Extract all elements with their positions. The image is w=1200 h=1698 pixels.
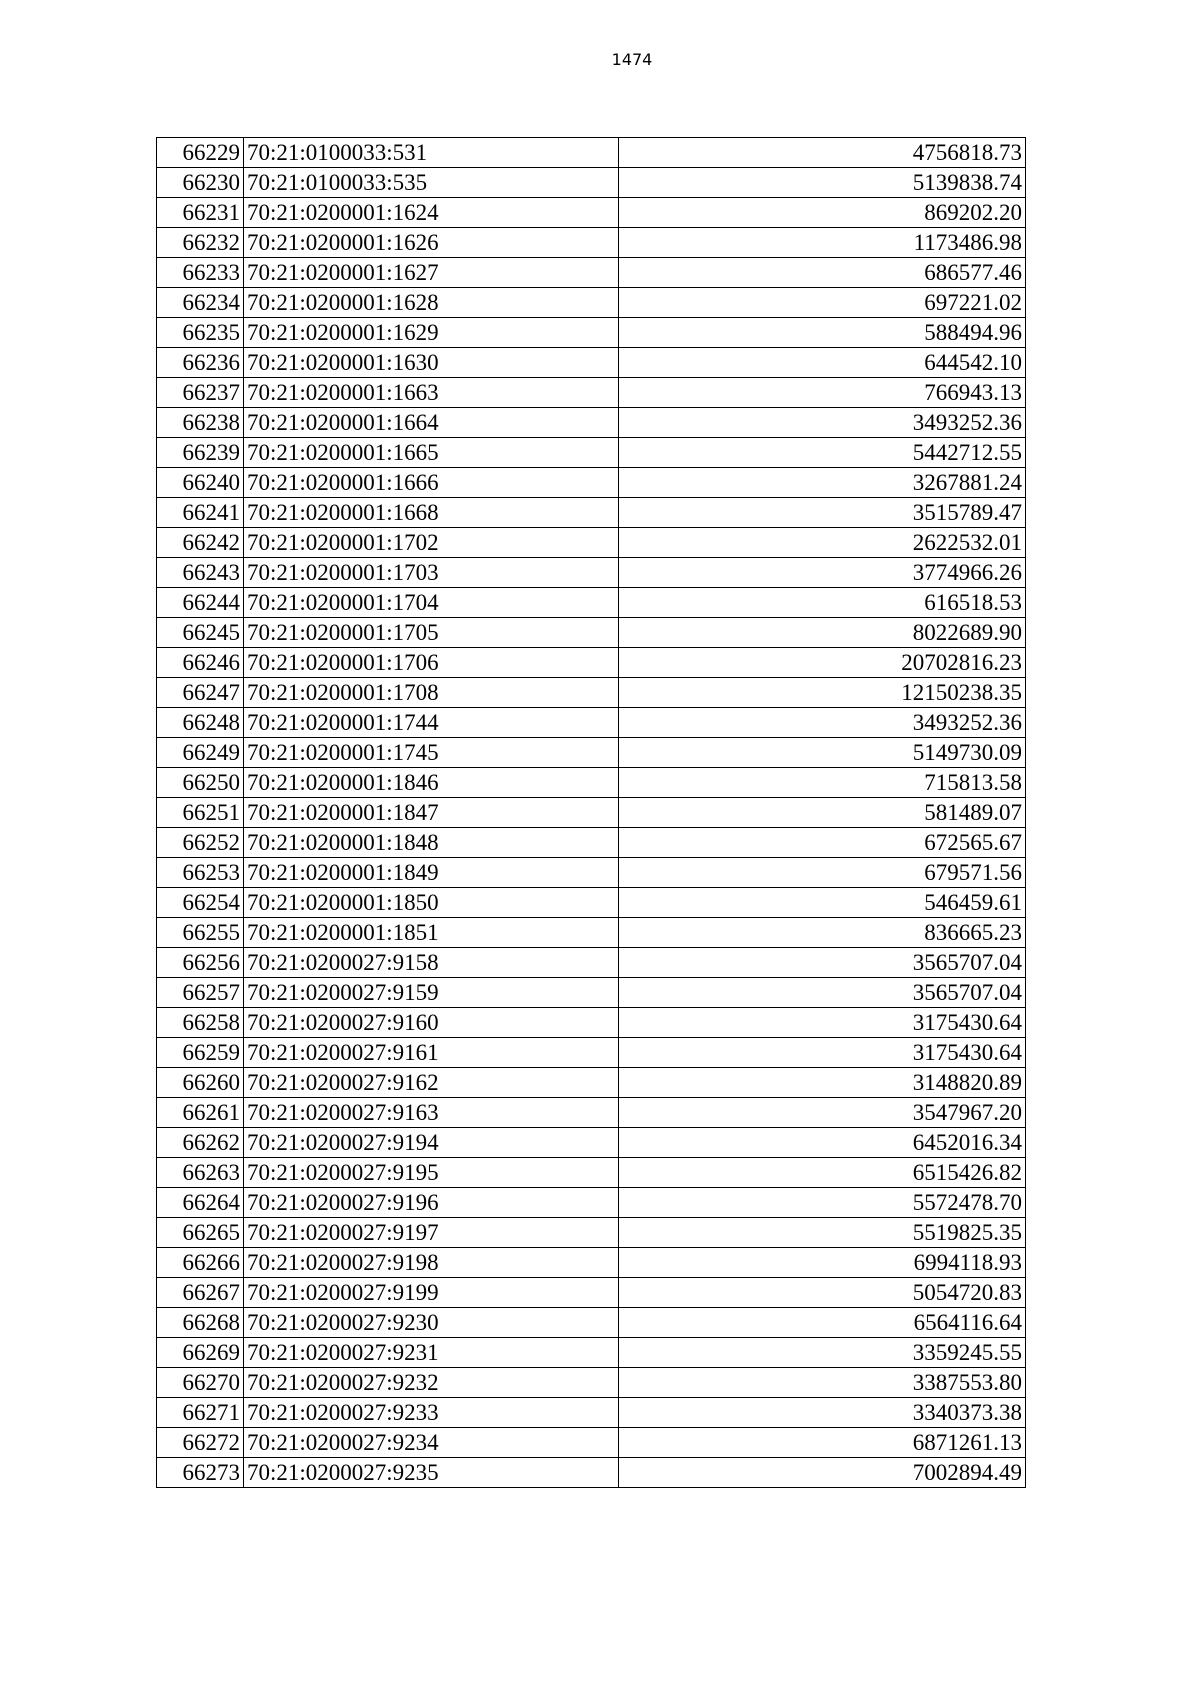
table-row	[157, 978, 1026, 1008]
cadastral-value: 8022689.90	[619, 618, 1026, 648]
cadastral-value: 3565707.04	[619, 978, 1026, 1008]
cadastral-value: 672565.67	[619, 828, 1026, 858]
cadastral-value: 3547967.20	[619, 1098, 1026, 1128]
table-row	[157, 858, 1026, 888]
table-row	[157, 1368, 1026, 1398]
cadastral-value: 686577.46	[619, 258, 1026, 288]
cadastral-number: 70:21:0200001:1628	[244, 288, 619, 318]
cadastral-value: 836665.23	[619, 918, 1026, 948]
cadastral-value: 5519825.35	[619, 1218, 1026, 1248]
cadastral-value: 697221.02	[619, 288, 1026, 318]
cadastral-number: 70:21:0200027:9161	[244, 1038, 619, 1068]
row-number: 66263	[157, 1158, 244, 1188]
cadastral-number: 70:21:0200001:1666	[244, 468, 619, 498]
row-number: 66233	[157, 258, 244, 288]
row-number: 66248	[157, 708, 244, 738]
table-row	[157, 258, 1026, 288]
cadastral-value: 6564116.64	[619, 1308, 1026, 1338]
cadastral-number: 70:21:0200001:1745	[244, 738, 619, 768]
row-number: 66268	[157, 1308, 244, 1338]
table-row	[157, 498, 1026, 528]
table-row	[157, 408, 1026, 438]
cadastral-number: 70:21:0200027:9159	[244, 978, 619, 1008]
cadastral-number: 70:21:0200027:9230	[244, 1308, 619, 1338]
table-row	[157, 1308, 1026, 1338]
row-number: 66262	[157, 1128, 244, 1158]
cadastral-number: 70:21:0200027:9162	[244, 1068, 619, 1098]
table-row	[157, 768, 1026, 798]
row-number: 66235	[157, 318, 244, 348]
row-number: 66254	[157, 888, 244, 918]
table-row	[157, 228, 1026, 258]
cadastral-number: 70:21:0200001:1665	[244, 438, 619, 468]
table-row	[157, 288, 1026, 318]
cadastral-value: 6515426.82	[619, 1158, 1026, 1188]
cadastral-number: 70:21:0200027:9232	[244, 1368, 619, 1398]
row-number: 66259	[157, 1038, 244, 1068]
table-row	[157, 798, 1026, 828]
row-number: 66273	[157, 1458, 244, 1488]
row-number: 66264	[157, 1188, 244, 1218]
cadastral-number: 70:21:0200001:1706	[244, 648, 619, 678]
cadastral-number: 70:21:0200001:1847	[244, 798, 619, 828]
cadastral-number: 70:21:0200001:1629	[244, 318, 619, 348]
row-number: 66242	[157, 528, 244, 558]
row-number: 66238	[157, 408, 244, 438]
cadastral-value: 3387553.80	[619, 1368, 1026, 1398]
cadastral-number: 70:21:0200001:1848	[244, 828, 619, 858]
table-row	[157, 738, 1026, 768]
row-number: 66260	[157, 1068, 244, 1098]
table-row	[157, 1458, 1026, 1488]
cadastral-value: 616518.53	[619, 588, 1026, 618]
table-row	[157, 828, 1026, 858]
cadastral-value: 3493252.36	[619, 708, 1026, 738]
table-row	[157, 438, 1026, 468]
cadastral-number: 70:21:0200001:1626	[244, 228, 619, 258]
cadastral-value: 588494.96	[619, 318, 1026, 348]
cadastral-value: 12150238.35	[619, 678, 1026, 708]
cadastral-number: 70:21:0200001:1705	[244, 618, 619, 648]
row-number: 66236	[157, 348, 244, 378]
cadastral-number: 70:21:0200001:1624	[244, 198, 619, 228]
page-number: 1474	[611, 50, 653, 69]
cadastral-value: 1173486.98	[619, 228, 1026, 258]
cadastral-value: 5572478.70	[619, 1188, 1026, 1218]
row-number: 66247	[157, 678, 244, 708]
table-row	[157, 888, 1026, 918]
row-number: 66241	[157, 498, 244, 528]
cadastral-number: 70:21:0200001:1702	[244, 528, 619, 558]
cadastral-number: 70:21:0200027:9234	[244, 1428, 619, 1458]
cadastral-number: 70:21:0200027:9160	[244, 1008, 619, 1038]
cadastral-number: 70:21:0200001:1846	[244, 768, 619, 798]
table-row	[157, 528, 1026, 558]
cadastral-number: 70:21:0200001:1850	[244, 888, 619, 918]
row-number: 66257	[157, 978, 244, 1008]
cadastral-number: 70:21:0200027:9163	[244, 1098, 619, 1128]
cadastral-value: 766943.13	[619, 378, 1026, 408]
table-row	[157, 678, 1026, 708]
row-number: 66261	[157, 1098, 244, 1128]
cadastral-value: 644542.10	[619, 348, 1026, 378]
cadastral-number: 70:21:0200001:1849	[244, 858, 619, 888]
table-row	[157, 558, 1026, 588]
cadastral-value: 3359245.55	[619, 1338, 1026, 1368]
row-number: 66229	[157, 138, 244, 168]
cadastral-value: 715813.58	[619, 768, 1026, 798]
row-number: 66244	[157, 588, 244, 618]
row-number: 66252	[157, 828, 244, 858]
table-row	[157, 1248, 1026, 1278]
cadastral-value: 6871261.13	[619, 1428, 1026, 1458]
cadastral-value: 3774966.26	[619, 558, 1026, 588]
cadastral-number: 70:21:0200001:1703	[244, 558, 619, 588]
cadastral-value: 6994118.93	[619, 1248, 1026, 1278]
row-number: 66253	[157, 858, 244, 888]
table-row	[157, 1008, 1026, 1038]
row-number: 66266	[157, 1248, 244, 1278]
row-number: 66272	[157, 1428, 244, 1458]
table-row	[157, 318, 1026, 348]
cadastral-number: 70:21:0200027:9196	[244, 1188, 619, 1218]
table-row	[157, 348, 1026, 378]
cadastral-value: 869202.20	[619, 198, 1026, 228]
cadastral-number: 70:21:0100033:535	[244, 168, 619, 198]
row-number: 66231	[157, 198, 244, 228]
cadastral-value: 3565707.04	[619, 948, 1026, 978]
row-number: 66256	[157, 948, 244, 978]
table-row	[157, 1128, 1026, 1158]
table-row	[157, 618, 1026, 648]
cadastral-value: 2622532.01	[619, 528, 1026, 558]
row-number: 66271	[157, 1398, 244, 1428]
table-row	[157, 1218, 1026, 1248]
cadastral-number: 70:21:0200001:1668	[244, 498, 619, 528]
cadastral-value: 3267881.24	[619, 468, 1026, 498]
table-row	[157, 168, 1026, 198]
cadastral-number: 70:21:0100033:531	[244, 138, 619, 168]
cadastral-value: 7002894.49	[619, 1458, 1026, 1488]
row-number: 66269	[157, 1338, 244, 1368]
cadastral-number: 70:21:0200001:1663	[244, 378, 619, 408]
row-number: 66265	[157, 1218, 244, 1248]
table-row	[157, 198, 1026, 228]
table-body	[157, 138, 1026, 1488]
row-number: 66243	[157, 558, 244, 588]
cadastral-value: 581489.07	[619, 798, 1026, 828]
table-row	[157, 138, 1026, 168]
cadastral-value: 4756818.73	[619, 138, 1026, 168]
cadastral-number: 70:21:0200027:9235	[244, 1458, 619, 1488]
table-row	[157, 708, 1026, 738]
cadastral-value: 3340373.38	[619, 1398, 1026, 1428]
cadastral-value: 546459.61	[619, 888, 1026, 918]
cadastral-number: 70:21:0200001:1744	[244, 708, 619, 738]
table-row	[157, 1038, 1026, 1068]
row-number: 66246	[157, 648, 244, 678]
cadastral-number: 70:21:0200027:9197	[244, 1218, 619, 1248]
cadastral-value: 3493252.36	[619, 408, 1026, 438]
cadastral-value: 5054720.83	[619, 1278, 1026, 1308]
table-row	[157, 1428, 1026, 1458]
table-row	[157, 1068, 1026, 1098]
table-row	[157, 1398, 1026, 1428]
cadastral-number: 70:21:0200001:1704	[244, 588, 619, 618]
row-number: 66251	[157, 798, 244, 828]
cadastral-number: 70:21:0200027:9158	[244, 948, 619, 978]
cadastral-number: 70:21:0200001:1664	[244, 408, 619, 438]
cadastral-number: 70:21:0200001:1630	[244, 348, 619, 378]
cadastral-number: 70:21:0200027:9195	[244, 1158, 619, 1188]
table-row	[157, 918, 1026, 948]
table-row	[157, 468, 1026, 498]
cadastral-value: 3175430.64	[619, 1008, 1026, 1038]
cadastral-value: 679571.56	[619, 858, 1026, 888]
row-number: 66270	[157, 1368, 244, 1398]
cadastral-number: 70:21:0200027:9194	[244, 1128, 619, 1158]
cadastral-value: 5442712.55	[619, 438, 1026, 468]
cadastral-number: 70:21:0200001:1627	[244, 258, 619, 288]
cadastral-value: 20702816.23	[619, 648, 1026, 678]
table-row	[157, 1158, 1026, 1188]
row-number: 66258	[157, 1008, 244, 1038]
cadastral-number: 70:21:0200027:9231	[244, 1338, 619, 1368]
cadastral-value: 6452016.34	[619, 1128, 1026, 1158]
row-number: 66232	[157, 228, 244, 258]
cadastral-value: 3175430.64	[619, 1038, 1026, 1068]
cadastral-number: 70:21:0200027:9198	[244, 1248, 619, 1278]
row-number: 66230	[157, 168, 244, 198]
table-row	[157, 1098, 1026, 1128]
row-number: 66267	[157, 1278, 244, 1308]
row-number: 66234	[157, 288, 244, 318]
cadastral-number: 70:21:0200001:1708	[244, 678, 619, 708]
row-number: 66245	[157, 618, 244, 648]
cadastral-value: 3515789.47	[619, 498, 1026, 528]
cadastral-value-table	[156, 137, 1026, 1488]
cadastral-number: 70:21:0200027:9199	[244, 1278, 619, 1308]
table-row	[157, 588, 1026, 618]
cadastral-number: 70:21:0200001:1851	[244, 918, 619, 948]
row-number: 66240	[157, 468, 244, 498]
table-row	[157, 378, 1026, 408]
row-number: 66249	[157, 738, 244, 768]
cadastral-value: 3148820.89	[619, 1068, 1026, 1098]
table-row	[157, 1338, 1026, 1368]
cadastral-number: 70:21:0200027:9233	[244, 1398, 619, 1428]
cadastral-value: 5139838.74	[619, 168, 1026, 198]
table-row	[157, 948, 1026, 978]
row-number: 66237	[157, 378, 244, 408]
table-row	[157, 1188, 1026, 1218]
row-number: 66255	[157, 918, 244, 948]
row-number: 66239	[157, 438, 244, 468]
table-row	[157, 648, 1026, 678]
table-row	[157, 1278, 1026, 1308]
row-number: 66250	[157, 768, 244, 798]
cadastral-value: 5149730.09	[619, 738, 1026, 768]
